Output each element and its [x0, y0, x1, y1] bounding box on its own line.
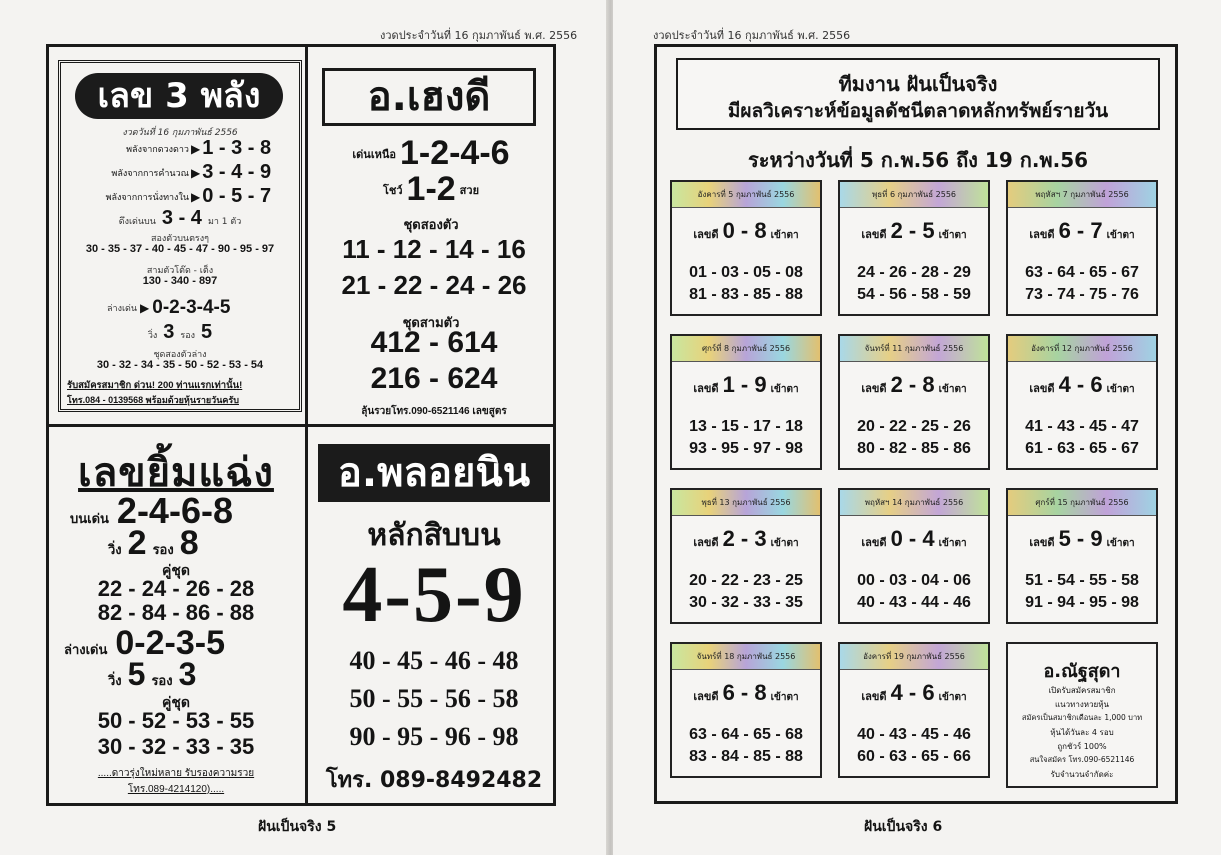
- card-date: พฤหัสฯ 7 กุมภาพันธ์ 2556: [1008, 182, 1156, 208]
- card-pair: 5 - 9: [1058, 526, 1103, 551]
- chud3-label: ชุดสามตัว: [402, 315, 460, 330]
- card-lekdee-row: [672, 372, 820, 398]
- rong-label: รอง: [152, 542, 174, 557]
- lekdee-card: [1006, 488, 1158, 624]
- lang-label: ล่างเด่น: [64, 642, 108, 657]
- chud2-row-2: 21 - 22 - 24 - 26: [341, 270, 527, 300]
- khao-ta-word: เข้าตา: [938, 692, 967, 703]
- lekdee-word: เลขดี: [1029, 536, 1055, 549]
- card-date: พุธที่ 6 กุมภาพันธ์ 2556: [840, 182, 988, 208]
- palang-row-3: [81, 185, 291, 208]
- box3-wing2-row: [108, 656, 196, 693]
- ploy-nin-row-2: 50 - 55 - 56 - 58: [349, 684, 519, 713]
- promo-line-1: เปิดรับสมัครสมาชิก: [1048, 686, 1116, 695]
- rong-value: 8: [179, 524, 199, 562]
- card-pair: 1 - 9: [722, 372, 767, 397]
- banner-line-2: มีผลวิเคราะห์ข้อมูลดัชนีตลาดหลักทรัพย์รายวัน: [727, 100, 1109, 122]
- card-lekdee-row: [840, 218, 988, 244]
- lekdee-card: [670, 334, 822, 470]
- card-pair: 2 - 8: [890, 372, 935, 397]
- chud-values: 30 - 32 - 34 - 35 - 50 - 52 - 53 - 54: [96, 359, 264, 371]
- card-date: พุธที่ 13 กุมภาพันธ์ 2556: [672, 490, 820, 516]
- lek-3-palang-box: [58, 60, 302, 412]
- lekdee-word: เลขดี: [861, 228, 887, 241]
- bon-label: บนเด่น: [70, 511, 109, 526]
- card-number-row: 24 - 26 - 28 - 29: [857, 264, 971, 281]
- card-lekdee-row: [1008, 372, 1156, 398]
- palang-row-value: 1 - 3 - 8: [202, 137, 272, 159]
- show-row: [320, 170, 542, 209]
- card-number-row: 41 - 43 - 45 - 47: [1025, 418, 1139, 435]
- card-number-row: 91 - 94 - 95 - 98: [1025, 594, 1139, 611]
- ploy-nin-big-number: 4-5-9: [342, 551, 526, 639]
- rong2-label: รอง: [151, 673, 173, 688]
- card-lekdee-row: [1008, 526, 1156, 552]
- palang-row-2: [81, 161, 291, 184]
- khao-ta-word: เข้าตา: [938, 230, 967, 241]
- rong2-value: 3: [178, 656, 197, 692]
- lekdee-word: เลขดี: [693, 690, 719, 703]
- triangle-right-icon: ▶: [140, 301, 150, 315]
- card-date: อังคารที่ 12 กุมภาพันธ์ 2556: [1008, 336, 1156, 362]
- wing-row: [61, 321, 299, 344]
- lekdee-word: เลขดี: [1029, 382, 1055, 395]
- lekdee-card: [1006, 180, 1158, 316]
- card-pair: 0 - 4: [890, 526, 935, 551]
- card-lekdee-row: [840, 372, 988, 398]
- wing-value: 2: [127, 524, 147, 562]
- left-horizontal-divider: [46, 424, 556, 427]
- right-page-header: งวดประจำวันที่ 16 กุมภาพันธ์ พ.ศ. 2556: [653, 29, 851, 42]
- khao-ta-word: เข้าตา: [1106, 230, 1135, 241]
- khao-ta-word: เข้าตา: [938, 384, 967, 395]
- box3-wing-row: [108, 524, 199, 563]
- ploy-nin-row-3: 90 - 95 - 96 - 98: [349, 722, 519, 751]
- card-number-row: 93 - 95 - 97 - 98: [689, 440, 803, 457]
- lang-row: [107, 297, 230, 319]
- khu2-row-1: 50 - 52 - 53 - 55: [97, 708, 255, 733]
- chud3-row-1: 412 - 614: [370, 326, 498, 359]
- card-pair: 0 - 8: [722, 218, 767, 243]
- sam-values: 130 - 340 - 897: [142, 275, 218, 287]
- rong-label: รอง: [180, 331, 196, 341]
- lekdee-word: เลขดี: [1029, 228, 1055, 241]
- den-row: [320, 134, 542, 173]
- card-date: ศุกร์ที่ 8 กุมภาพันธ์ 2556: [672, 336, 820, 362]
- card-pair: 2 - 5: [890, 218, 935, 243]
- ploy-nin-phone: โทร. 089-8492482: [325, 768, 543, 793]
- lekdee-card: [838, 180, 990, 316]
- palang-row-label: พลังจากดวงดาว: [126, 144, 189, 155]
- card-number-row: 20 - 22 - 25 - 26: [857, 418, 971, 435]
- right-page-footer: ฝันเป็นจริง 6: [864, 819, 943, 835]
- card-date: พฤหัสฯ 14 กุมภาพันธ์ 2556: [840, 490, 988, 516]
- wing-value: 3: [163, 321, 175, 343]
- box1-promo-1: รับสมัครสมาชิก ด่วน! 200 ท่านแรกเท่านั้น!: [67, 380, 243, 391]
- khu-row-1: 22 - 24 - 26 - 28: [97, 576, 255, 601]
- sam-label: สามตัวโต๊ด - เต็ง: [146, 266, 214, 276]
- chud3-row-2: 216 - 624: [370, 362, 498, 395]
- khao-ta-word: เข้าตา: [938, 538, 967, 549]
- card-date: จันทร์ที่ 11 กุมภาพันธ์ 2556: [840, 336, 988, 362]
- palang-row-label: พลังจากการคำนวณ: [111, 168, 189, 179]
- card-pair: 2 - 3: [722, 526, 767, 551]
- rong-value: 5: [201, 321, 213, 343]
- card-number-row: 83 - 84 - 85 - 88: [689, 748, 803, 765]
- card-pair: 6 - 8: [722, 680, 767, 705]
- show-suffix: สวย: [459, 184, 480, 197]
- promo-line-3: สมัครเป็นสมาชิกเดือนละ 1,000 บาท: [1021, 713, 1143, 722]
- card-number-row: 63 - 64 - 65 - 68: [689, 726, 803, 743]
- left-page-footer: ฝันเป็นจริง 5: [258, 819, 337, 835]
- lekdee-word: เลขดี: [861, 690, 887, 703]
- lekdee-card: [838, 488, 990, 624]
- box1-date: งวดวันที่ 16 กุมภาพันธ์ 2556: [122, 128, 238, 138]
- card-number-row: 61 - 63 - 65 - 67: [1025, 440, 1139, 457]
- lang-value: 0-2-3-4-5: [152, 297, 231, 318]
- lekdee-card: [670, 488, 822, 624]
- dingten-suffix: มา 1 ตัว: [207, 217, 242, 227]
- dingten-row: [61, 207, 299, 230]
- card-lekdee-row: [672, 680, 820, 706]
- chud2-row-1: 11 - 12 - 14 - 16: [342, 234, 526, 264]
- card-number-row: 73 - 74 - 75 - 76: [1025, 286, 1139, 303]
- wing-label: วิ่ง: [108, 542, 122, 557]
- card-number-row: 80 - 82 - 85 - 86: [857, 440, 971, 457]
- lekdee-card: [670, 180, 822, 316]
- lekdee-word: เลขดี: [861, 536, 887, 549]
- show-value: 1-2: [406, 170, 456, 208]
- promo-line-6: สนใจสมัคร โทร.090-6521146: [1029, 755, 1135, 764]
- left-page-header: งวดประจำวันที่ 16 กุมภาพันธ์ พ.ศ. 2556: [380, 29, 578, 42]
- ploy-nin-subtitle: หลักสิบบน: [367, 518, 501, 553]
- heng-dee-title: อ.เฮงดี: [322, 68, 536, 126]
- lekdee-card: [838, 642, 990, 778]
- wing2-label: วิ่ง: [108, 673, 122, 688]
- triangle-right-icon: ▶: [191, 165, 201, 180]
- ploy-nin-row-1: 40 - 45 - 46 - 48: [349, 646, 519, 675]
- palang-row-label: พลังจากการนั่งทางใน: [105, 192, 189, 203]
- card-lekdee-row: [840, 680, 988, 706]
- promo-line-2: แนวทางหวยหุ้น: [1055, 700, 1109, 709]
- bon-value: 2-4-6-8: [116, 490, 233, 531]
- card-number-row: 40 - 43 - 45 - 46: [857, 726, 971, 743]
- box1-promo-2: โทร.084 - 0139568 พร้อมด้วยหุ้นรายวันครับ: [67, 395, 239, 405]
- card-date: ศุกร์ที่ 15 กุมภาพันธ์ 2556: [1008, 490, 1156, 516]
- wing-label: วิ่ง: [147, 331, 158, 341]
- analysis-banner: [676, 58, 1160, 130]
- khao-ta-word: เข้าตา: [770, 230, 799, 241]
- promo-line-7: รับจำนวนจำกัดค่ะ: [1050, 770, 1114, 779]
- lekdee-card: [1006, 334, 1158, 470]
- lekdee-card: [670, 642, 822, 778]
- palang-row-value: 3 - 4 - 9: [202, 161, 272, 183]
- khao-ta-word: เข้าตา: [1106, 538, 1135, 549]
- lek-yim-chaeng-title: เลขยิ้มแฉ่ง: [78, 450, 274, 496]
- lekdee-word: เลขดี: [693, 228, 719, 241]
- promo-title: อ.ณัฐสุดา: [1043, 661, 1121, 682]
- ploy-nin-title: อ.พลอยนิน: [318, 444, 550, 502]
- dingten-label: ดึงเด่นบน: [118, 217, 156, 227]
- lekdee-word: เลขดี: [693, 536, 719, 549]
- triangle-right-icon: ▶: [191, 141, 201, 156]
- khu-label: คู่ชุด: [162, 562, 190, 578]
- palang-row-1: [81, 137, 291, 160]
- lek-3-palang-title: เลข 3 พลัง: [75, 73, 283, 119]
- khao-ta-word: เข้าตา: [770, 692, 799, 703]
- lang-value: 0-2-3-5: [115, 624, 225, 662]
- promo-line-4: หุ้นได้วันละ 4 รอบ: [1050, 728, 1114, 737]
- card-number-row: 81 - 83 - 85 - 88: [689, 286, 803, 303]
- lekdee-word: เลขดี: [861, 382, 887, 395]
- chud2-label: ชุดสองตัว: [403, 217, 459, 232]
- khu2-row-2: 30 - 32 - 33 - 35: [97, 734, 255, 759]
- card-number-row: 30 - 32 - 33 - 35: [689, 594, 803, 611]
- box3-promo-2: โทร.089-4214120).....: [127, 784, 225, 795]
- banner-line-1: ทีมงาน ฝันเป็นจริง: [838, 72, 998, 96]
- card-number-row: 00 - 03 - 04 - 06: [857, 572, 971, 589]
- khu-row-2: 82 - 84 - 86 - 88: [97, 600, 255, 625]
- khao-ta-word: เข้าตา: [1106, 384, 1135, 395]
- lang-label: ล่างเด่น: [107, 304, 138, 314]
- khu2-label: คู่ชุด: [162, 694, 190, 710]
- card-lekdee-row: [672, 526, 820, 552]
- card-date: อังคารที่ 19 กุมภาพันธ์ 2556: [840, 644, 988, 670]
- show-label: โชว์: [382, 184, 403, 197]
- card-date: อังคารที่ 5 กุมภาพันธ์ 2556: [672, 182, 820, 208]
- card-pair: 4 - 6: [1058, 372, 1103, 397]
- card-lekdee-row: [672, 218, 820, 244]
- card-number-row: 51 - 54 - 55 - 58: [1025, 572, 1139, 589]
- promo-line-5: ถูกชัวร์ 100%: [1057, 742, 1107, 751]
- card-number-row: 20 - 22 - 23 - 25: [689, 572, 803, 589]
- card-number-row: 54 - 56 - 58 - 59: [857, 286, 971, 303]
- card-date: จันทร์ที่ 18 กุมภาพันธ์ 2556: [672, 644, 820, 670]
- song-label: สองตัวบนตรงๆ: [151, 234, 209, 244]
- khao-ta-word: เข้าตา: [770, 538, 799, 549]
- triangle-right-icon: ▶: [191, 189, 201, 204]
- card-number-row: 01 - 03 - 05 - 08: [689, 264, 803, 281]
- date-range: ระหว่างวันที่ 5 ก.พ.56 ถึง 19 ก.พ.56: [747, 148, 1089, 172]
- chud-label: ชุดสองตัวล่าง: [153, 350, 207, 360]
- card-number-row: 60 - 63 - 65 - 66: [857, 748, 971, 765]
- card-number-row: 63 - 64 - 65 - 67: [1025, 264, 1139, 281]
- lekdee-card: [838, 334, 990, 470]
- den-label: เด่นเหนือ: [352, 148, 396, 161]
- card-lekdee-row: [1008, 218, 1156, 244]
- khao-ta-word: เข้าตา: [770, 384, 799, 395]
- card-lekdee-row: [840, 526, 988, 552]
- den-value: 1-2-4-6: [399, 134, 510, 172]
- dingten-value: 3 - 4: [161, 207, 202, 229]
- song-values: 30 - 35 - 37 - 40 - 45 - 47 - 90 - 95 - 97: [85, 243, 275, 255]
- card-pair: 4 - 6: [890, 680, 935, 705]
- lekdee-word: เลขดี: [693, 382, 719, 395]
- wing2-value: 5: [127, 656, 146, 692]
- palang-row-value: 0 - 5 - 7: [202, 185, 272, 207]
- natsuda-promo-box: [1006, 642, 1158, 788]
- card-number-row: 13 - 15 - 17 - 18: [689, 418, 803, 435]
- box3-promo-1: .....ดาวรุ่งใหม่หลาย รับรองความรวย: [97, 768, 255, 779]
- heng-dee-contact: ลุ้นรวยโทร.090-6521146 เลขสูตร: [361, 406, 507, 417]
- card-number-row: 40 - 43 - 44 - 46: [857, 594, 971, 611]
- card-pair: 6 - 7: [1058, 218, 1103, 243]
